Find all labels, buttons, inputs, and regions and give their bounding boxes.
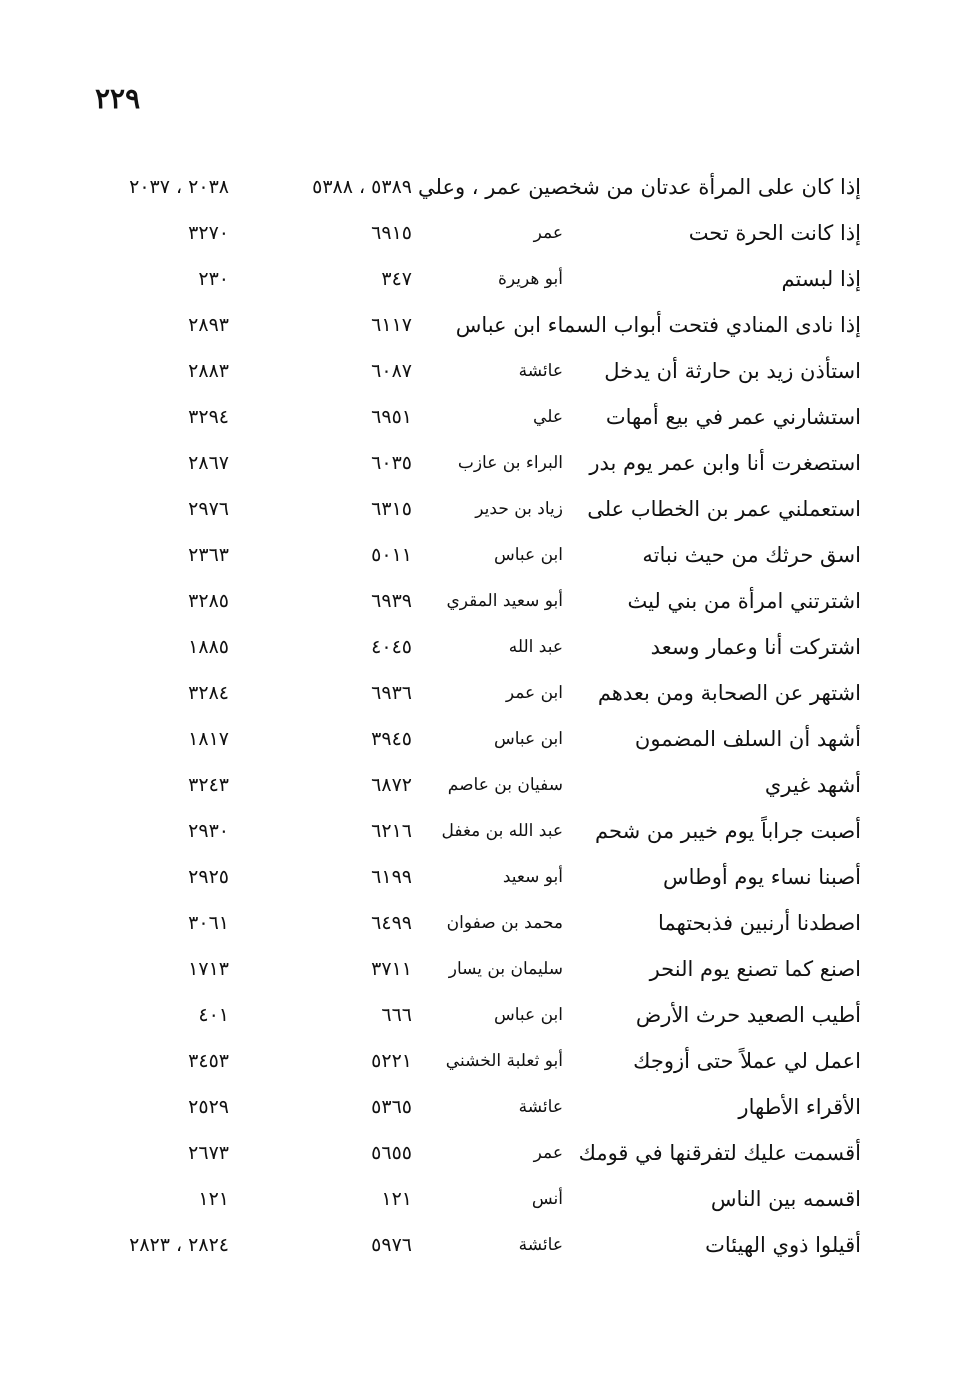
- table-row: [0, 808, 957, 854]
- table-row: [0, 348, 957, 394]
- reference-number-a: ٦١٩٩: [371, 866, 412, 888]
- reference-number-b: ٢٩٧٦: [188, 498, 229, 520]
- hadith-text: إذا كانت الحرة تحت: [688, 221, 861, 245]
- hadith-text: اعمل لي عملاً حتى أزوجك: [633, 1049, 861, 1073]
- narrator: عبد الله: [508, 637, 563, 657]
- narrator: ابن عباس: [493, 729, 563, 749]
- hadith-text: إذا لبستم: [781, 267, 861, 291]
- reference-number-b: ٤٠١: [198, 1004, 229, 1026]
- table-row: [0, 900, 957, 946]
- narrator: أبو ثعلبة الخشني: [445, 1051, 563, 1071]
- reference-number-b: ٢٩٢٥: [188, 866, 229, 888]
- narrator: أبو هريرة: [497, 269, 563, 289]
- hadith-text: إذا كان على المرأة عدتان من شخصين عمر ، وعلي: [418, 175, 861, 199]
- table-row: [0, 394, 957, 440]
- hadith-text: استأذن زيد بن حارثة أن يدخل: [604, 359, 861, 383]
- hadith-text: اشتهر عن الصحابة ومن بعدهم: [597, 681, 861, 705]
- reference-number-b: ٢٨٩٣: [188, 314, 229, 336]
- reference-number-b: ١٨١٧: [188, 728, 229, 750]
- reference-number-b: ٣٢٤٣: [188, 774, 229, 796]
- reference-number-b: ٢٩٣٠: [188, 820, 229, 842]
- table-row: [0, 670, 957, 716]
- hadith-text: أقسمت عليك لتفرقنها في قومك: [578, 1141, 861, 1165]
- narrator: عمر: [533, 1143, 563, 1163]
- table-row: [0, 762, 957, 808]
- hadith-text: استعملني عمر بن الخطاب على: [587, 497, 861, 521]
- table-row: [0, 1130, 957, 1176]
- reference-number-b: ٢٨٨٣: [188, 360, 229, 382]
- hadith-text: اسق حرثك من حيث نباته: [642, 543, 861, 567]
- table-row: [0, 210, 957, 256]
- hadith-text: أطيب الصعيد حرث الأرض: [635, 1003, 861, 1027]
- reference-number-b: ١٧١٣: [188, 958, 229, 980]
- hadith-text: إذا نادى المنادي فتحت أبواب السماء ابن عباس: [455, 313, 861, 337]
- reference-number-a: ٦٩٥١: [371, 406, 412, 428]
- narrator: ابن عباس: [493, 1005, 563, 1025]
- reference-number-a: ٥٢٢١: [371, 1050, 412, 1072]
- narrator: أنس: [531, 1189, 563, 1209]
- narrator: البراء بن عازب: [457, 453, 563, 473]
- hadith-index-table: [0, 164, 957, 1268]
- table-row: [0, 854, 957, 900]
- reference-number-a: ٦٩٣٩: [371, 590, 412, 612]
- narrator: سفيان بن عاصم: [447, 775, 563, 795]
- reference-number-a: ٦٠٣٥: [371, 452, 412, 474]
- narrator: عائشة: [518, 361, 563, 381]
- reference-number-b: ٣٤٥٣: [188, 1050, 229, 1072]
- reference-number-b: ٣٢٧٠: [188, 222, 229, 244]
- reference-number-a: ٥٣٨٩ ، ٥٣٨٨: [312, 176, 412, 198]
- reference-number-b: ١٨٨٥: [188, 636, 229, 658]
- reference-number-b: ٣٠٦١: [188, 912, 229, 934]
- reference-number-a: ٦٨٧٢: [371, 774, 412, 796]
- reference-number-b: ٢٣٠: [198, 268, 229, 290]
- hadith-text: اشترتني امرأة من بني ليث: [627, 589, 861, 613]
- narrator: زياد بن حدير: [475, 499, 563, 519]
- hadith-text: أشهد أن السلف المضمون: [634, 727, 861, 751]
- hadith-text: أصبنا نساء يوم أوطاس: [662, 865, 861, 889]
- table-row: [0, 1084, 957, 1130]
- reference-number-a: ١٢١: [381, 1188, 412, 1210]
- reference-number-a: ٣٩٤٥: [371, 728, 412, 750]
- table-row: [0, 256, 957, 302]
- hadith-text: اصطدنا أرنبين فذبحتهما: [657, 911, 861, 935]
- reference-number-b: ٢٣٦٣: [188, 544, 229, 566]
- reference-number-a: ٦١١٧: [371, 314, 412, 336]
- hadith-text: اشتركت أنا وعمار وسعد: [650, 635, 861, 659]
- hadith-text: أقيلوا ذوي الهيئات: [705, 1233, 861, 1257]
- table-row: [0, 1176, 957, 1222]
- reference-number-b: ٢٨٢٤ ، ٢٨٢٣: [129, 1234, 229, 1256]
- table-row: [0, 624, 957, 670]
- reference-number-a: ٤٠٤٥: [371, 636, 412, 658]
- reference-number-a: ٦٠٨٧: [371, 360, 412, 382]
- reference-number-b: ١٢١: [198, 1188, 229, 1210]
- reference-number-b: ٢٥٢٩: [188, 1096, 229, 1118]
- reference-number-a: ٦٦٦: [381, 1004, 412, 1026]
- reference-number-a: ٦٩١٥: [371, 222, 412, 244]
- table-row: [0, 946, 957, 992]
- narrator: عبد الله بن مغفل: [441, 821, 563, 841]
- table-row: [0, 302, 957, 348]
- narrator: ابن عمر: [505, 683, 563, 703]
- table-row: [0, 440, 957, 486]
- reference-number-a: ٦٤٩٩: [371, 912, 412, 934]
- hadith-text: اقسمه بين الناس: [710, 1187, 861, 1211]
- hadith-text: اصنع كما تصنع يوم النحر: [649, 957, 861, 981]
- reference-number-a: ٣٤٧: [381, 268, 412, 290]
- narrator: عمر: [533, 223, 563, 243]
- reference-number-a: ٦٢١٦: [371, 820, 412, 842]
- narrator: ابن عباس: [493, 545, 563, 565]
- table-row: [0, 716, 957, 762]
- narrator: سليمان بن يسار: [448, 959, 563, 979]
- reference-number-b: ٢٦٧٣: [188, 1142, 229, 1164]
- table-row: [0, 164, 957, 210]
- reference-number-b: ٣٢٨٤: [188, 682, 229, 704]
- table-row: [0, 1222, 957, 1268]
- reference-number-a: ٥٣٦٥: [371, 1096, 412, 1118]
- table-row: [0, 1038, 957, 1084]
- table-row: [0, 532, 957, 578]
- hadith-text: استصغرت أنا وابن عمر يوم بدر: [589, 451, 861, 475]
- hadith-text: أصبت جراباً يوم خيبر من شحم: [595, 819, 861, 843]
- narrator: أبو سعيد المقري: [446, 591, 563, 611]
- hadith-text: الأقراء الأطهار: [738, 1095, 861, 1119]
- hadith-text: استشارني عمر في بيع أمهات: [605, 405, 861, 429]
- reference-number-b: ٣٢٩٤: [188, 406, 229, 428]
- narrator: عائشة: [518, 1097, 563, 1117]
- reference-number-b: ٣٢٨٥: [188, 590, 229, 612]
- hadith-text: أشهد غيري: [764, 773, 861, 797]
- reference-number-a: ٦٣١٥: [371, 498, 412, 520]
- reference-number-b: ٢٨٦٧: [188, 452, 229, 474]
- table-row: [0, 578, 957, 624]
- reference-number-a: ٥٩٧٦: [371, 1234, 412, 1256]
- narrator: محمد بن صفوان: [446, 913, 563, 933]
- reference-number-a: ٦٩٣٦: [371, 682, 412, 704]
- table-row: [0, 992, 957, 1038]
- narrator: عائشة: [518, 1235, 563, 1255]
- reference-number-a: ٥٦٥٥: [371, 1142, 412, 1164]
- reference-number-b: ٢٠٣٨ ، ٢٠٣٧: [129, 176, 229, 198]
- reference-number-a: ٣٧١١: [371, 958, 412, 980]
- table-row: [0, 486, 957, 532]
- narrator: علي: [533, 407, 563, 427]
- narrator: أبو سعيد: [502, 867, 563, 887]
- reference-number-a: ٥٠١١: [371, 544, 412, 566]
- page-number: ٢٢٩: [95, 82, 141, 115]
